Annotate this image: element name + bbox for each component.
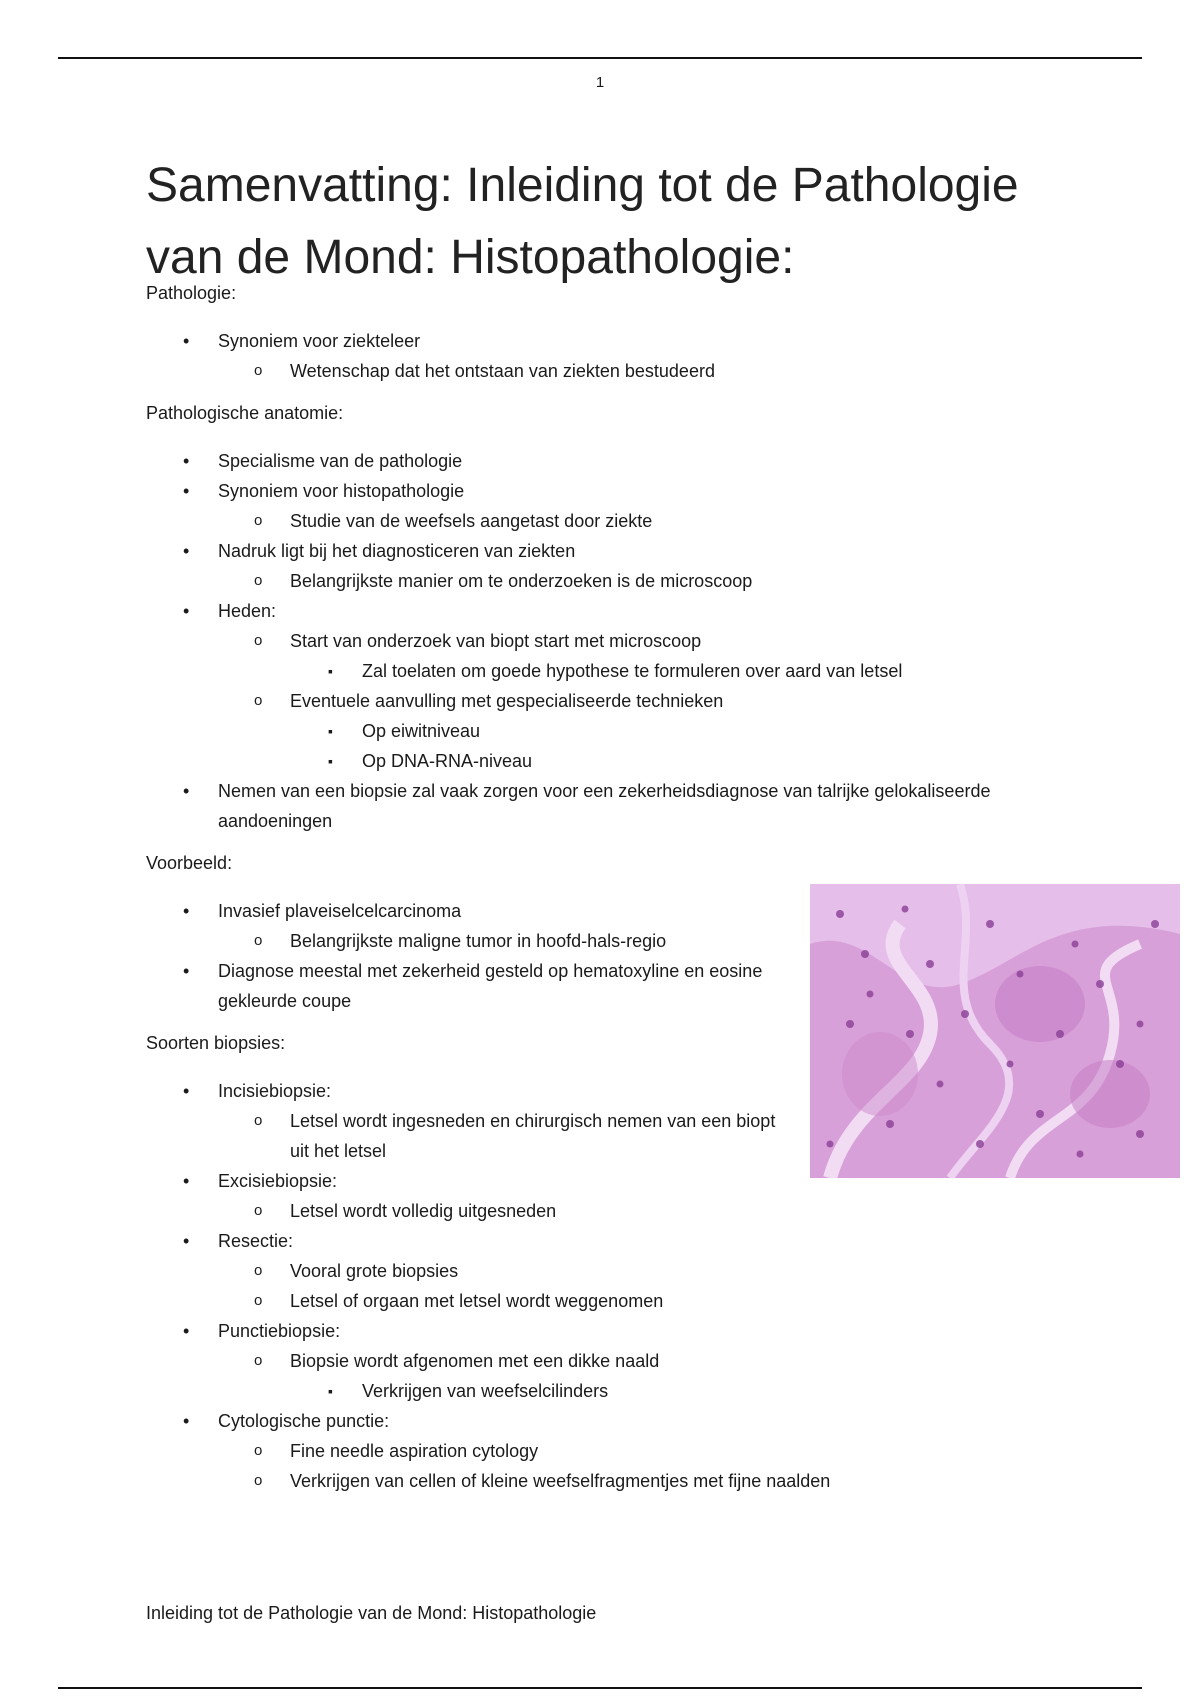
list-item: o Studie van de weefsels aangetast door ziekte [146,506,1106,536]
list-item: • Synoniem voor histopathologie [146,476,1106,506]
list-item: • Synoniem voor ziekteleer [146,326,1106,356]
section-label-soorten-biopsies: Soorten biopsies: [146,1033,286,1053]
page-title: Samenvatting: Inleiding tot de Pathologie van de Mond: Histopathologie: [146,159,1019,284]
list-item: o Verkrijgen van cellen of kleine weefselfragmentjes met fijne naalden [146,1466,1106,1496]
list-item: ▪ Zal toelaten om goede hypothese te formuleren over aard van letsel [146,656,1106,686]
list-item: ▪ Op eiwitniveau [146,716,1106,746]
list-item: o Start van onderzoek van biopt start met microscoop [146,626,1106,656]
list-item: o Fine needle aspiration cytology [146,1436,1106,1466]
page-footer: Inleiding tot de Pathologie van de Mond: Histopathologie [146,1603,597,1623]
list-item: • Excisiebiopsie: [146,1166,1106,1196]
histology-micrograph-icon [810,884,1180,1178]
list-item: o Belangrijkste maligne tumor in hoofd-hals-regio [146,926,1106,956]
list-item: o Letsel wordt volledig uitgesneden [146,1196,1106,1226]
list-item: • Invasief plaveiselcelcarcinoma [146,896,1106,926]
list-item: • Punctiebiopsie: [146,1316,1106,1346]
list-item: o Letsel wordt ingesneden en chirurgisch nemen van een biopt uit het letsel [146,1106,790,1166]
page-number: 1 [595,74,605,91]
list-item: o Eventuele aanvulling met gespecialiseerde technieken [146,686,1106,716]
list-pathologische-anatomie [146,446,1106,836]
list-item: • Heden: [146,596,1106,626]
list-item: o Belangrijkste manier om te onderzoeken is de microscoop [146,566,1106,596]
list-item: • Resectie: [146,1226,1106,1256]
header-rule [58,57,1142,59]
list-item: ▪ Verkrijgen van weefselcilinders [146,1376,1106,1406]
list-item: • Nadruk ligt bij het diagnosticeren van ziekten [146,536,1106,566]
list-item: ▪ Op DNA-RNA-niveau [146,746,1106,776]
section-label-pathologie: Pathologie: [146,283,237,303]
list-item: • Diagnose meestal met zekerheid gesteld op hematoxyline en eosine gekleurde coupe [146,956,778,1016]
list-pathologie [146,326,1106,386]
histology-image [810,884,1180,1178]
list-item: o Letsel of orgaan met letsel wordt weggenomen [146,1286,1106,1316]
section-label-voorbeeld: Voorbeeld: [146,853,233,873]
list-item: • Cytologische punctie: [146,1406,1106,1436]
list-item: o Vooral grote biopsies [146,1256,1106,1286]
section-label-pathologische-anatomie: Pathologische anatomie: [146,403,344,423]
footer-rule [58,1687,1142,1689]
list-item: • Incisiebiopsie: [146,1076,1106,1106]
list-item: • Nemen van een biopsie zal vaak zorgen voor een zekerheidsdiagnose van talrijke gelokaliseerde aandoeningen [146,776,1038,836]
list-item: o Biopsie wordt afgenomen met een dikke naald [146,1346,1106,1376]
list-item: • Specialisme van de pathologie [146,446,1106,476]
list-item: o Wetenschap dat het ontstaan van ziekten bestudeerd [146,356,1106,386]
